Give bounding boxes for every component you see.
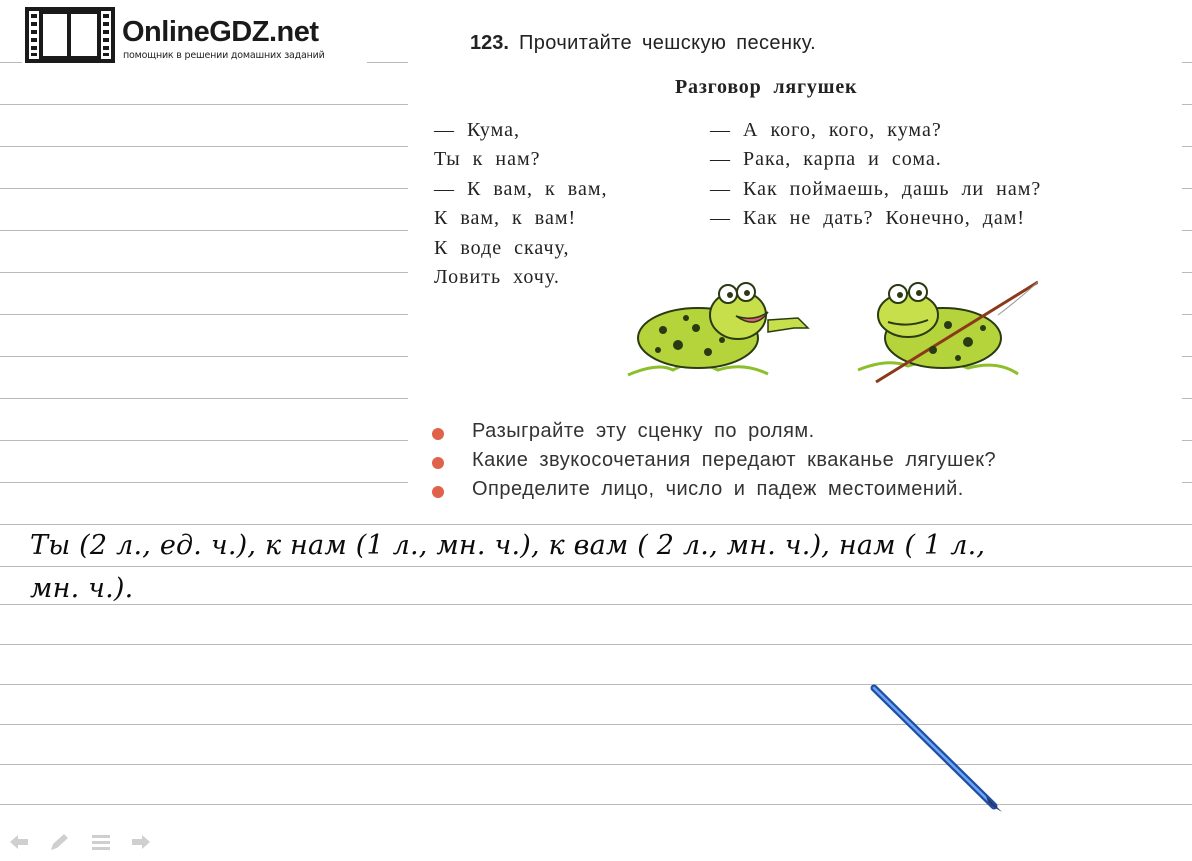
handwritten-answer-line-2: мн. ч.). — [30, 573, 134, 604]
poem-line: К воде скачу, — [434, 236, 570, 259]
rule-line — [0, 804, 1192, 805]
rule-line — [0, 524, 1192, 525]
logo-tagline: помощник в решении домашних заданий — [123, 50, 325, 61]
bullet-dot — [432, 457, 444, 469]
rule-line — [0, 764, 1192, 765]
handwritten-answer-line-1: Ты (2 л., ед. ч.), к нам (1 л., мн. ч.), к вам ( 2 л., мн. ч.), нам ( 1 л., — [30, 530, 986, 561]
poem-title: Разговор лягушек — [675, 76, 858, 98]
frogs-illustration — [618, 270, 1038, 390]
rule-line — [0, 724, 1192, 725]
frog-fishing-icon — [858, 282, 1038, 382]
poem-line: К вам, к вам! — [434, 207, 577, 230]
task-instruction: Прочитайте чешскую песенку. — [518, 32, 817, 54]
menu-icon[interactable] — [90, 832, 112, 852]
back-arrow-icon[interactable] — [8, 832, 30, 852]
poem-line: — Кума, — [434, 119, 520, 141]
poem-left-column — [434, 116, 607, 292]
poem-line: — К вам, к вам, — [434, 177, 608, 200]
pencil-icon[interactable] — [48, 832, 70, 852]
poem-line: Ты к нам? — [434, 148, 541, 171]
rule-line — [0, 604, 1192, 605]
task-heading — [470, 32, 816, 55]
logo-name: OnlineGDZ.net — [122, 16, 319, 48]
rule-line — [0, 566, 1192, 567]
bullet-dot — [432, 486, 444, 498]
rule-line — [0, 684, 1192, 685]
poem-line: — Как поймаешь, дашь ли нам? — [710, 177, 1042, 200]
poem-right-column — [710, 116, 1041, 234]
poem-line: — Как не дать? Конечно, дам! — [710, 207, 1026, 230]
poem-line: — Рака, карпа и сома. — [710, 148, 942, 171]
pen-icon — [868, 684, 1008, 816]
film-logo-icon — [24, 6, 116, 64]
poem-line: Ловить хочу. — [434, 266, 560, 289]
poem-line: — А кого, кого, кума? — [710, 119, 942, 141]
rule-line — [0, 644, 1192, 645]
site-logo[interactable] — [22, 4, 367, 64]
textbook-page: 123. Прочитайте чешскую песенку. Разговор лягушек — Кума, Ты к нам? — К вам, к вам, К вам, к вам! К воде скачу, Ловить хочу. — А кого, кого, кума? — Рака, карпа и сома. — Как поймаешь, дашь ли нам? — Как не дать? Конечно, дам! Разыграйте эту сценку по ролям. Какие звукосочетания передают кваканье лягушек? Определите лицо, число и падеж местоимений. — [408, 10, 1182, 520]
frog-laughing-icon — [628, 283, 808, 375]
forward-arrow-icon[interactable] — [130, 832, 152, 852]
task-number: 123. — [470, 32, 509, 54]
bullet-dot — [432, 428, 444, 440]
